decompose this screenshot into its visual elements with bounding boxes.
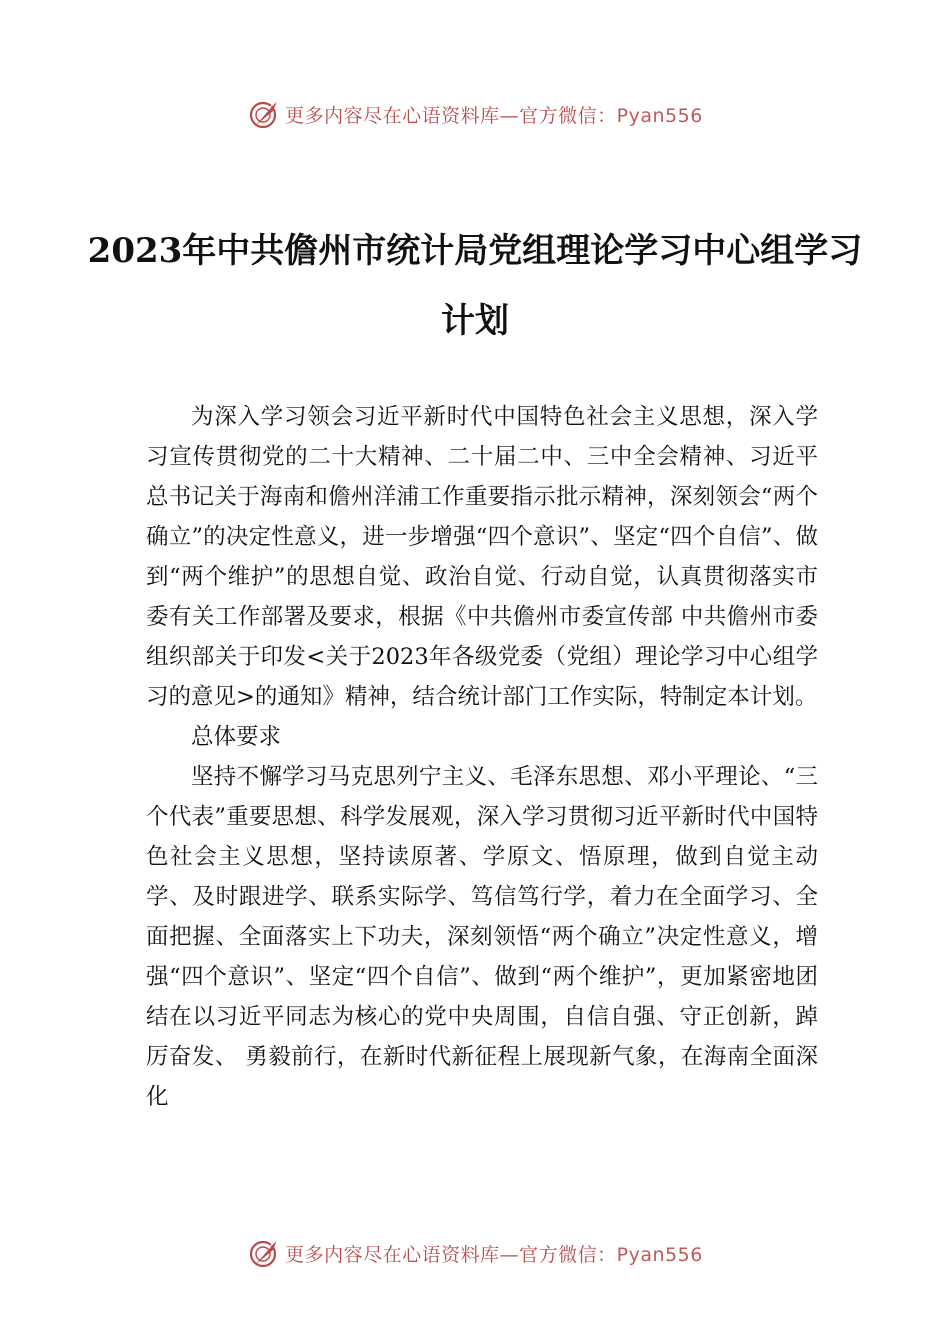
watermark-banner-bottom (0, 1233, 950, 1273)
section-paragraph: 坚持不懈学习马克思列宁主义、毛泽东思想、邓小平理论、“三个代表”重要思想、科学发展观，深入学习贯彻习近平新时代中国特色社会主义思想，坚持读原著、学原文、悟原理，做到自觉主动学、及时跟进学、联系实际学、笃信笃行学，着力在全面学习、全面把握、全面落实上下功夫，深刻领悟“两个确立”决定性意义，增强“四个意识”、坚定“四个自信”、做到“两个维护”，更加紧密地团结在以习近平同志为核心的党中央周围，自信自强、守正创新，踔厉奋发、 勇毅前行，在新时代新征程上展现新气象，在海南全面深化 (146, 764, 818, 1110)
watermark-banner-top (0, 94, 950, 134)
wechat-id: Pyan556 (616, 104, 703, 127)
quill-seal-logo-icon (247, 1236, 281, 1270)
wechat-id: Pyan556 (616, 1243, 703, 1266)
intro-paragraph: 为深入学习领会习近平新时代中国特色社会主义思想，深入学习宣传贯彻党的二十大精神、二十届二中、三中全会精神、习近平总书记关于海南和儋州洋浦工作重要指示批示精神，深刻领会“两个确立”的决定性意义，进一步增强“四个意识”、坚定“四个自信”、做到“两个维护”的思想自觉、政治自觉、行动自觉，认真贯彻落实市委有关工作部署及要求，根据《中共儋州市委宣传部 中共儋州市委组织部关于印发<关于2023年各级党委（党组）理论学习中心组学习的意见>的通知》精神，结合统计部门工作实际，特制定本计划。 (146, 404, 818, 710)
document-title: 2023年中共儋州市统计局党组理论学习中心组学习计划 (87, 231, 863, 341)
section-heading: 总体要求 (191, 724, 282, 750)
quill-seal-logo-icon (247, 97, 281, 131)
document-body (146, 397, 818, 1117)
watermark-text: 更多内容尽在心语资料库—官方微信：Pyan556 (285, 1243, 703, 1266)
watermark-text: 更多内容尽在心语资料库—官方微信：Pyan556 (285, 104, 703, 127)
